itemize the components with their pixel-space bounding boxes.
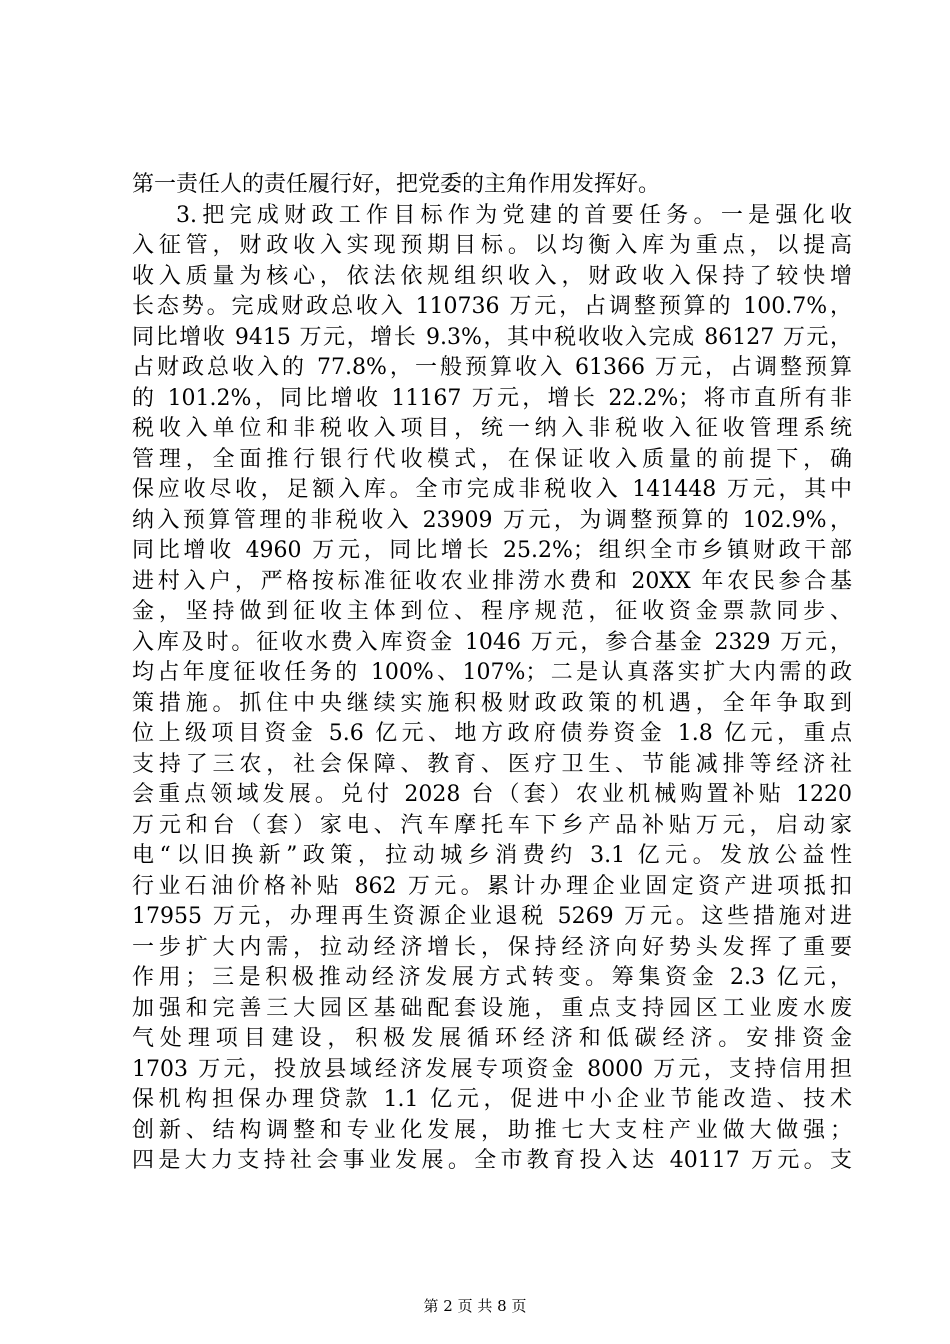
text-line: 收入质量为核心，依法依规组织收入，财政收入保持了较快增 <box>132 263 852 289</box>
text-line: 创新、结构调整和专业化发展，助推七大支柱产业做大做强； <box>132 1117 852 1143</box>
text-line: 占财政总收入的 77.8%，一般预算收入 61366 万元，占调整预算 <box>132 355 852 380</box>
text-line: 四是大力支持社会事业发展。全市教育投入达 40117 万元。支 <box>132 1148 852 1173</box>
text-line: 均占年度征收任务的 100%、107%；二是认真落实扩大内需的政 <box>132 660 852 685</box>
text-line: 一步扩大内需，拉动经济增长，保持经济向好势头发挥了重要 <box>132 934 852 960</box>
text-line: 入征管，财政收入实现预期目标。以均衡入库为重点，以提高 <box>132 233 852 258</box>
text-line: 加强和完善三大园区基础配套设施，重点支持园区工业废水废 <box>132 995 852 1021</box>
text-line: 同比增收 9415 万元，增长 9.3%，其中税收收入完成 86127 万元， <box>132 324 852 350</box>
text-line: 行业石油价格补贴 862 万元。累计办理企业固定资产进项抵扣 <box>132 873 852 899</box>
text-line: 税收入单位和非税收入项目，统一纳入非税收入征收管理系统 <box>132 416 852 441</box>
page-footer <box>0 1296 950 1316</box>
text-line: 17955 万元，办理再生资源企业退税 5269 万元。这些措施对进 <box>132 904 852 929</box>
text-line: 电“以旧换新”政策，拉动城乡消费约 3.1 亿元。发放公益性 <box>132 843 852 868</box>
text-line: 金，坚持做到征收主体到位、程序规范，征收资金票款同步、 <box>132 599 852 624</box>
body-text <box>132 170 852 1177</box>
text-line: 保机构担保办理贷款 1.1 亿元，促进中小企业节能改造、技术 <box>132 1087 852 1112</box>
page-number-label: 第 2 页 共 8 页 <box>423 1297 527 1315</box>
text-line: 纳入预算管理的非税收入 23909 万元，为调整预算的 102.9%， <box>132 507 852 533</box>
text-line: 管理，全面推行银行代收模式，在保证收入质量的前提下，确 <box>132 446 852 472</box>
text-line: 气处理项目建设，积极发展循环经济和低碳经济。安排资金 <box>132 1026 852 1051</box>
text-line: 3.把完成财政工作目标作为党建的首要任务。一是强化收 <box>176 202 852 228</box>
text-line: 第一责任人的责任履行好，把党委的主角作用发挥好。 <box>132 172 661 197</box>
text-line: 支持了三农，社会保障、教育、医疗卫生、节能减排等经济社 <box>132 751 852 777</box>
text-line: 进村入户，严格按标准征收农业排涝水费和 20XX 年农民参合基 <box>132 568 852 594</box>
text-line: 同比增收 4960 万元，同比增长 25.2%；组织全市乡镇财政干部 <box>132 538 852 563</box>
text-line: 入库及时。征收水费入库资金 1046 万元，参合基金 2329 万元， <box>132 629 852 655</box>
text-line: 1703 万元，投放县域经济发展专项资金 8000 万元，支持信用担 <box>132 1056 852 1082</box>
text-line: 位上级项目资金 5.6 亿元、地方政府债券资金 1.8 亿元，重点 <box>132 721 852 746</box>
text-line: 保应收尽收，足额入库。全市完成非税收入 141448 万元，其中 <box>132 477 852 502</box>
text-line: 策措施。抓住中央继续实施积极财政政策的机遇，全年争取到 <box>132 690 852 716</box>
text-line: 作用；三是积极推动经济发展方式转变。筹集资金 2.3 亿元， <box>132 965 852 990</box>
text-line: 的 101.2%，同比增收 11167 万元，增长 22.2%；将市直所有非 <box>132 385 852 411</box>
text-line: 万元和台（套）家电、汽车摩托车下乡产品补贴万元，启动家 <box>132 812 852 838</box>
text-line: 会重点领域发展。兑付 2028 台（套）农业机械购置补贴 1220 <box>132 782 852 807</box>
text-line: 长态势。完成财政总收入 110736 万元，占调整预算的 100.7%， <box>132 294 852 319</box>
